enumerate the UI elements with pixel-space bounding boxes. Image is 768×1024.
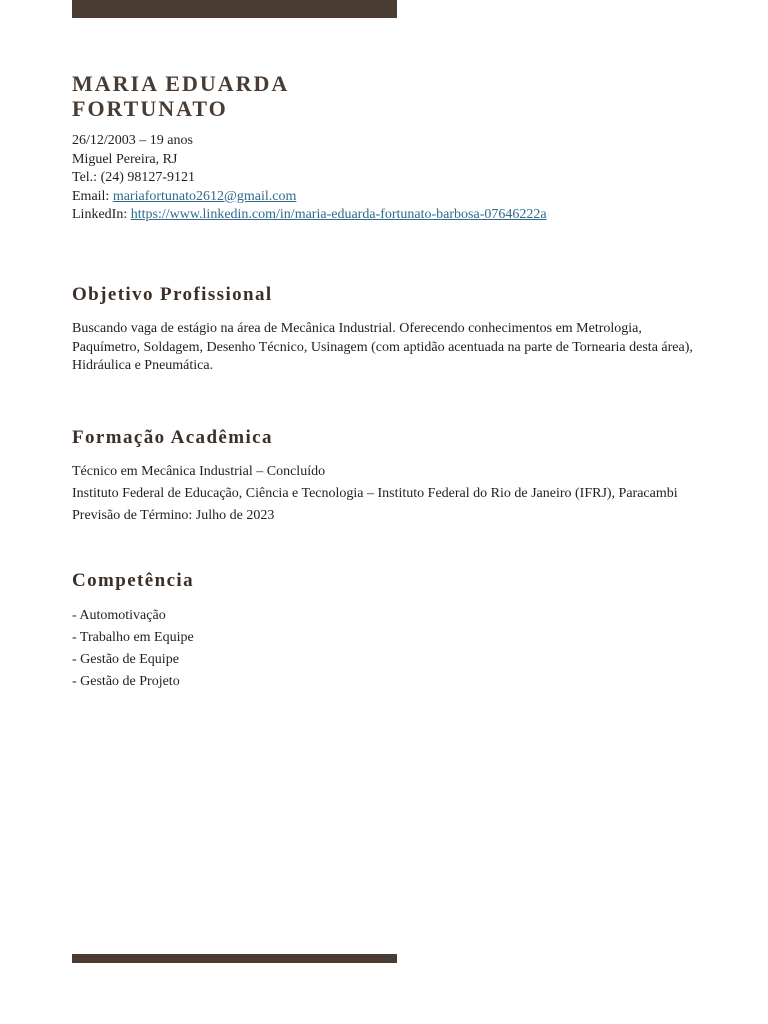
formacao-line: Previsão de Término: Julho de 2023 xyxy=(72,508,275,523)
linkedin-label: LinkedIn: xyxy=(72,207,131,223)
competencia-item: - Automotivação xyxy=(72,608,166,623)
candidate-name-line2: FORTUNATO xyxy=(72,96,228,121)
candidate-name-line1: MARIA EDUARDA xyxy=(72,71,290,96)
section-title-competencia: Competência xyxy=(72,570,194,591)
section-title-objetivo: Objetivo Profissional xyxy=(72,284,273,305)
linkedin-link[interactable]: https://www.linkedin.com/in/maria-eduarda-fortunato-barbosa-07646222a xyxy=(130,207,547,223)
birth-date: 26/12/2003 – 19 anos xyxy=(72,133,193,148)
bottom-accent-bar xyxy=(72,954,397,963)
candidate-name xyxy=(72,71,289,121)
competencia-list xyxy=(72,605,194,693)
objetivo-text: Buscando vaga de estágio na área de Mecânica Industrial. Oferecendo conhecimentos em Metrologia, Paquímetro, Soldagem, Desenho Técnico, Usinagem (com aptidão acentuada na parte de Tornearia desta área), Hidráulica e Pneumática. xyxy=(72,321,693,374)
formacao-line: Instituto Federal de Educação, Ciência e Tecnologia – Instituto Federal do Rio de Janeiro (IFRJ), Paracambi xyxy=(72,486,678,501)
email-link[interactable]: mariafortunato2612@gmail.com xyxy=(112,188,297,204)
competencia-item: - Gestão de Projeto xyxy=(72,674,180,689)
competencia-item: - Gestão de Equipe xyxy=(72,652,179,667)
phone: Tel.: (24) 98127-9121 xyxy=(72,170,196,186)
contact-block xyxy=(72,132,547,225)
linkedin-row xyxy=(72,206,547,225)
formacao-line: Técnico em Mecânica Industrial – Concluído xyxy=(72,464,326,479)
section-title-formacao: Formação Acadêmica xyxy=(72,427,273,448)
email-row xyxy=(72,188,547,207)
top-accent-bar xyxy=(72,0,397,18)
email-label: Email: xyxy=(72,188,113,204)
competencia-item: - Trabalho em Equipe xyxy=(72,630,194,645)
formacao-list xyxy=(72,461,678,527)
location: Miguel Pereira, RJ xyxy=(72,151,178,167)
